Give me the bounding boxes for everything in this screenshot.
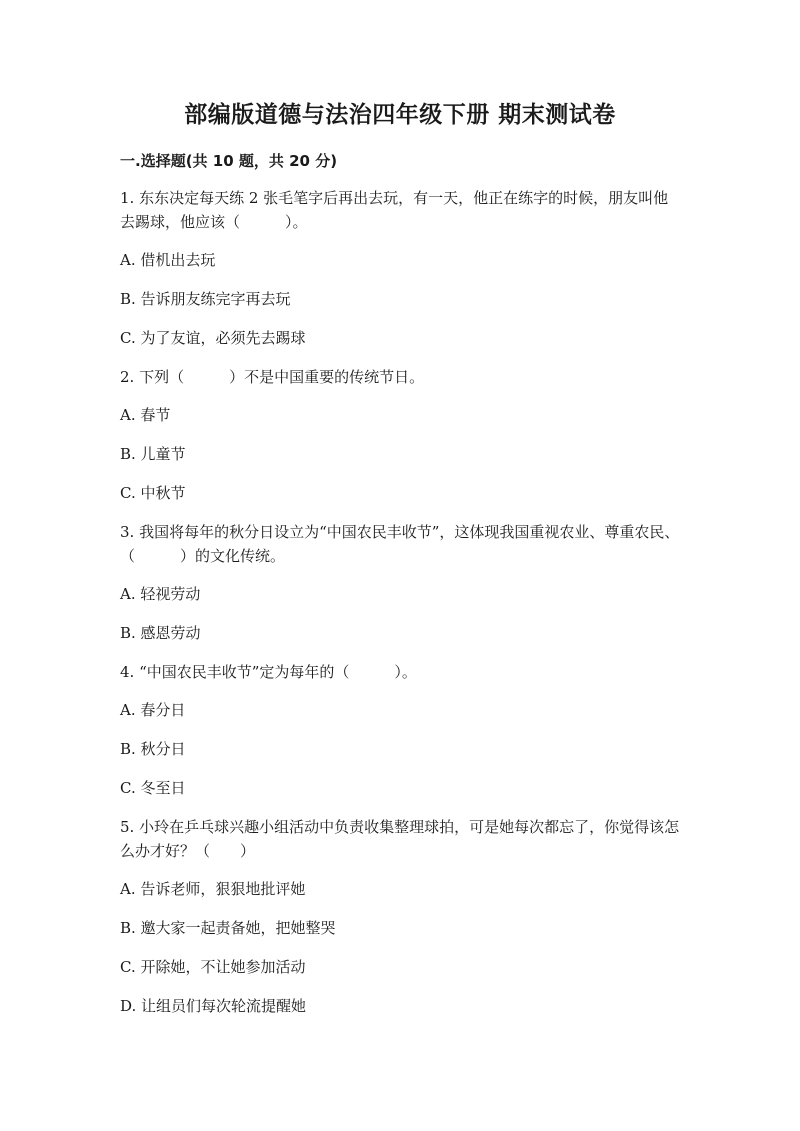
option-a: A. 春分日 xyxy=(120,701,186,719)
question-stem: 2. 下列（ ）不是中国重要的传统节日。 xyxy=(120,368,425,386)
question-stem: 3. 我国将每年的秋分日设立为“中国农民丰收节”，这体现我国重视农业、尊重农民、（ ）的文化传统。 xyxy=(120,523,680,565)
option-b: B. 秋分日 xyxy=(120,740,186,758)
exam-title: 部编版道德与法治四年级下册 期末测试卷 xyxy=(184,102,616,128)
option-d: D. 让组员们每次轮流提醒她 xyxy=(120,997,307,1015)
question-3 xyxy=(120,520,680,645)
question-2 xyxy=(120,365,680,505)
option-b: B. 告诉朋友练完字再去玩 xyxy=(120,290,291,308)
option-c: C. 冬至日 xyxy=(120,779,186,797)
option-b: B. 邀大家一起责备她，把她整哭 xyxy=(120,919,336,937)
option-a: A. 告诉老师，狠狠地批评她 xyxy=(120,880,306,898)
question-1 xyxy=(120,186,680,350)
option-a: A. 轻视劳动 xyxy=(120,585,201,603)
option-c: C. 为了友谊，必须先去踢球 xyxy=(120,329,306,347)
option-b: B. 感恩劳动 xyxy=(120,624,201,642)
question-4 xyxy=(120,660,680,800)
option-a: A. 借机出去玩 xyxy=(120,251,216,269)
question-stem: 5. 小玲在乒乓球兴趣小组活动中负责收集整理球拍，可是她每次都忘了，你觉得该怎么办才好？（ ） xyxy=(120,818,680,860)
section-heading: 一.选择题(共 10 题，共 20 分) xyxy=(120,152,338,170)
option-c: C. 中秋节 xyxy=(120,484,186,502)
option-a: A. 春节 xyxy=(120,406,171,424)
question-stem: 1. 东东决定每天练 2 张毛笔字后再出去玩，有一天，他正在练字的时候，朋友叫他去踢球，他应该（ ）。 xyxy=(120,189,669,231)
question-5 xyxy=(120,815,680,1018)
option-b: B. 儿童节 xyxy=(120,445,186,463)
question-list xyxy=(120,186,680,1033)
question-stem: 4. “中国农民丰收节”定为每年的（ ）。 xyxy=(120,663,417,681)
option-c: C. 开除她，不让她参加活动 xyxy=(120,958,306,976)
